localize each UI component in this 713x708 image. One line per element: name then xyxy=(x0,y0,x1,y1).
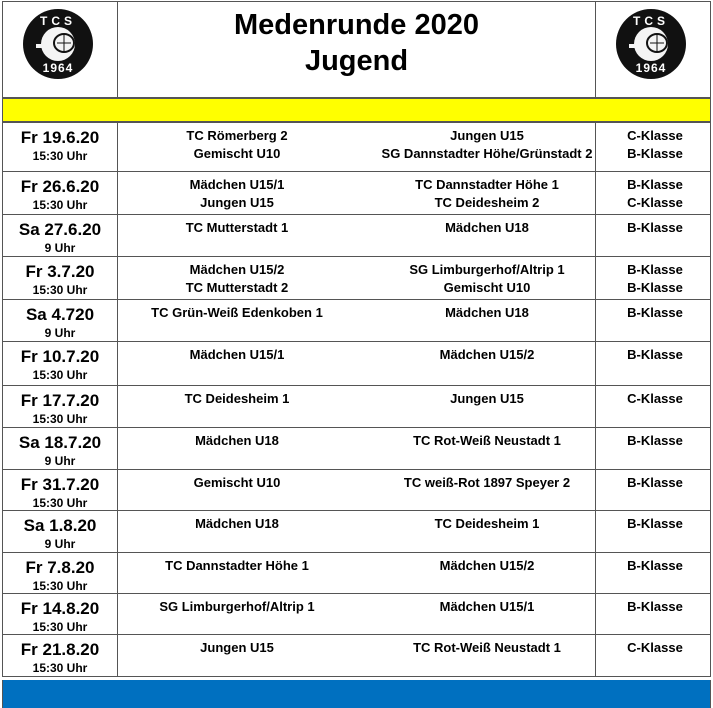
home-team: Mädchen U15/2 xyxy=(189,262,285,277)
matches-cell xyxy=(117,257,596,299)
home-team: Gemischt U10 xyxy=(193,146,281,161)
home-team: Jungen U15 xyxy=(200,640,274,655)
schedule-row xyxy=(2,342,711,386)
league-class: B-Klasse xyxy=(627,146,683,161)
away-team: Mädchen U18 xyxy=(445,305,529,320)
league-class: B-Klasse xyxy=(627,475,683,490)
match-day: Fr 21.8.20 xyxy=(20,640,100,659)
league-class: B-Klasse xyxy=(627,305,683,320)
home-team: Mädchen U15/1 xyxy=(189,177,285,192)
match-line xyxy=(117,219,596,237)
league-class: B-Klasse xyxy=(627,599,683,614)
matches-cell xyxy=(117,553,596,593)
match-line xyxy=(117,515,596,533)
class-cell xyxy=(595,386,710,427)
home-team: SG Limburgerhof/Altrip 1 xyxy=(159,599,315,614)
league-class: B-Klasse xyxy=(627,433,683,448)
logo-cell-right xyxy=(595,2,710,97)
match-day: Fr 26.6.20 xyxy=(20,177,100,196)
date-cell xyxy=(3,172,118,214)
matches-cell xyxy=(117,594,596,634)
match-line xyxy=(117,639,596,657)
match-line xyxy=(117,432,596,450)
away-team: TC Deidesheim 2 xyxy=(434,195,540,210)
matches-cell xyxy=(117,215,596,256)
matches-cell xyxy=(117,428,596,469)
schedule-table xyxy=(2,122,711,677)
match-time: 15:30 Uhr xyxy=(32,412,88,426)
schedule-row xyxy=(2,594,711,635)
match-line xyxy=(117,194,596,212)
match-time: 15:30 Uhr xyxy=(32,198,88,212)
class-cell xyxy=(595,511,710,552)
matches-cell xyxy=(117,123,596,171)
date-cell xyxy=(3,257,118,299)
schedule-row xyxy=(2,122,711,172)
match-day: Sa 18.7.20 xyxy=(18,433,102,452)
match-day: Sa 1.8.20 xyxy=(23,516,97,535)
header xyxy=(2,1,711,98)
away-team: TC Rot-Weiß Neustadt 1 xyxy=(413,640,561,655)
league-class: B-Klasse xyxy=(627,280,683,295)
league-class: C-Klasse xyxy=(627,640,683,655)
away-team: Gemischt U10 xyxy=(443,280,531,295)
date-cell xyxy=(3,123,118,171)
home-team: TC Grün-Weiß Edenkoben 1 xyxy=(151,305,323,320)
page-title: Medenrunde 2020 xyxy=(234,9,479,41)
match-line xyxy=(117,127,596,145)
league-class: B-Klasse xyxy=(627,558,683,573)
away-team: Mädchen U15/2 xyxy=(439,347,535,362)
date-cell xyxy=(3,386,118,427)
home-team: Mädchen U15/1 xyxy=(189,347,285,362)
match-time: 9 Uhr xyxy=(44,537,76,551)
date-cell xyxy=(3,215,118,256)
away-team: Mädchen U15/1 xyxy=(439,599,535,614)
schedule-row xyxy=(2,553,711,594)
club-logo xyxy=(615,8,687,80)
logo-text-top: TCS xyxy=(633,14,669,28)
date-cell xyxy=(3,635,118,676)
league-class: C-Klasse xyxy=(627,391,683,406)
club-logo xyxy=(22,8,94,80)
match-line xyxy=(117,304,596,322)
match-day: Sa 27.6.20 xyxy=(18,220,102,239)
match-line xyxy=(117,145,596,163)
class-cell xyxy=(595,123,710,171)
match-time: 9 Uhr xyxy=(44,454,76,468)
match-line xyxy=(117,474,596,492)
schedule-row xyxy=(2,470,711,511)
date-cell xyxy=(3,470,118,510)
league-class: B-Klasse xyxy=(627,347,683,362)
date-cell xyxy=(3,300,118,341)
date-cell xyxy=(3,511,118,552)
matches-cell xyxy=(117,342,596,385)
match-time: 15:30 Uhr xyxy=(32,283,88,297)
match-time: 9 Uhr xyxy=(44,241,76,255)
logo-text-bottom: 1964 xyxy=(42,61,74,75)
home-team: Mädchen U18 xyxy=(195,516,279,531)
league-class: C-Klasse xyxy=(627,128,683,143)
match-line xyxy=(117,557,596,575)
away-team: TC Dannstadter Höhe 1 xyxy=(415,177,559,192)
league-class: B-Klasse xyxy=(627,516,683,531)
home-team: TC Mutterstadt 1 xyxy=(185,220,289,235)
schedule-row xyxy=(2,257,711,300)
league-class: B-Klasse xyxy=(627,220,683,235)
away-team: Mädchen U15/2 xyxy=(439,558,535,573)
schedule-row xyxy=(2,172,711,215)
class-cell xyxy=(595,553,710,593)
away-team: TC weiß-Rot 1897 Speyer 2 xyxy=(403,475,571,490)
away-team: Mädchen U18 xyxy=(445,220,529,235)
page-subtitle: Jugend xyxy=(304,45,409,77)
schedule-row xyxy=(2,300,711,342)
matches-cell xyxy=(117,386,596,427)
away-team: TC Deidesheim 1 xyxy=(434,516,540,531)
home-team: TC Römerberg 2 xyxy=(186,128,288,143)
class-cell xyxy=(595,342,710,385)
league-class: B-Klasse xyxy=(627,262,683,277)
match-day: Fr 19.6.20 xyxy=(20,128,100,147)
class-cell xyxy=(595,257,710,299)
home-team: Mädchen U18 xyxy=(195,433,279,448)
match-day: Fr 31.7.20 xyxy=(20,475,100,494)
date-cell xyxy=(3,594,118,634)
match-line xyxy=(117,346,596,364)
match-time: 15:30 Uhr xyxy=(32,579,88,593)
match-time: 15:30 Uhr xyxy=(32,149,88,163)
league-class: B-Klasse xyxy=(627,177,683,192)
class-cell xyxy=(595,215,710,256)
match-day: Sa 4.720 xyxy=(25,305,95,324)
away-team: Jungen U15 xyxy=(450,128,524,143)
away-team: SG Dannstadter Höhe/Grünstadt 2 xyxy=(381,146,593,161)
class-cell xyxy=(595,428,710,469)
blue-footer-bar xyxy=(2,680,711,708)
home-team: Gemischt U10 xyxy=(193,475,281,490)
logo-text-bottom: 1964 xyxy=(635,61,667,75)
match-line xyxy=(117,279,596,297)
away-team: SG Limburgerhof/Altrip 1 xyxy=(409,262,565,277)
matches-cell xyxy=(117,300,596,341)
date-cell xyxy=(3,428,118,469)
yellow-separator-bar xyxy=(2,98,711,122)
schedule-row xyxy=(2,511,711,553)
schedule-row xyxy=(2,635,711,677)
schedule-row xyxy=(2,215,711,257)
class-cell xyxy=(595,470,710,510)
match-line xyxy=(117,176,596,194)
matches-cell xyxy=(117,470,596,510)
matches-cell xyxy=(117,511,596,552)
match-time: 15:30 Uhr xyxy=(32,496,88,510)
matches-cell xyxy=(117,172,596,214)
schedule-row xyxy=(2,386,711,428)
home-team: TC Mutterstadt 2 xyxy=(185,280,289,295)
logo-text-top: TCS xyxy=(40,14,76,28)
away-team: TC Rot-Weiß Neustadt 1 xyxy=(413,433,561,448)
home-team: TC Dannstadter Höhe 1 xyxy=(165,558,309,573)
match-time: 9 Uhr xyxy=(44,326,76,340)
schedule-row xyxy=(2,428,711,470)
match-line xyxy=(117,261,596,279)
match-time: 15:30 Uhr xyxy=(32,368,88,382)
logo-cell-left xyxy=(3,2,118,97)
home-team: TC Deidesheim 1 xyxy=(184,391,290,406)
matches-cell xyxy=(117,635,596,676)
match-day: Fr 17.7.20 xyxy=(20,391,100,410)
match-time: 15:30 Uhr xyxy=(32,661,88,675)
match-day: Fr 3.7.20 xyxy=(25,262,95,281)
class-cell xyxy=(595,172,710,214)
date-cell xyxy=(3,342,118,385)
match-day: Fr 10.7.20 xyxy=(20,347,100,366)
match-day: Fr 14.8.20 xyxy=(20,599,100,618)
home-team: Jungen U15 xyxy=(200,195,274,210)
class-cell xyxy=(595,635,710,676)
match-day: Fr 7.8.20 xyxy=(25,558,95,577)
match-line xyxy=(117,390,596,408)
title-cell xyxy=(117,2,596,97)
date-cell xyxy=(3,553,118,593)
league-class: C-Klasse xyxy=(627,195,683,210)
class-cell xyxy=(595,594,710,634)
away-team: Jungen U15 xyxy=(450,391,524,406)
match-line xyxy=(117,598,596,616)
match-time: 15:30 Uhr xyxy=(32,620,88,634)
class-cell xyxy=(595,300,710,341)
